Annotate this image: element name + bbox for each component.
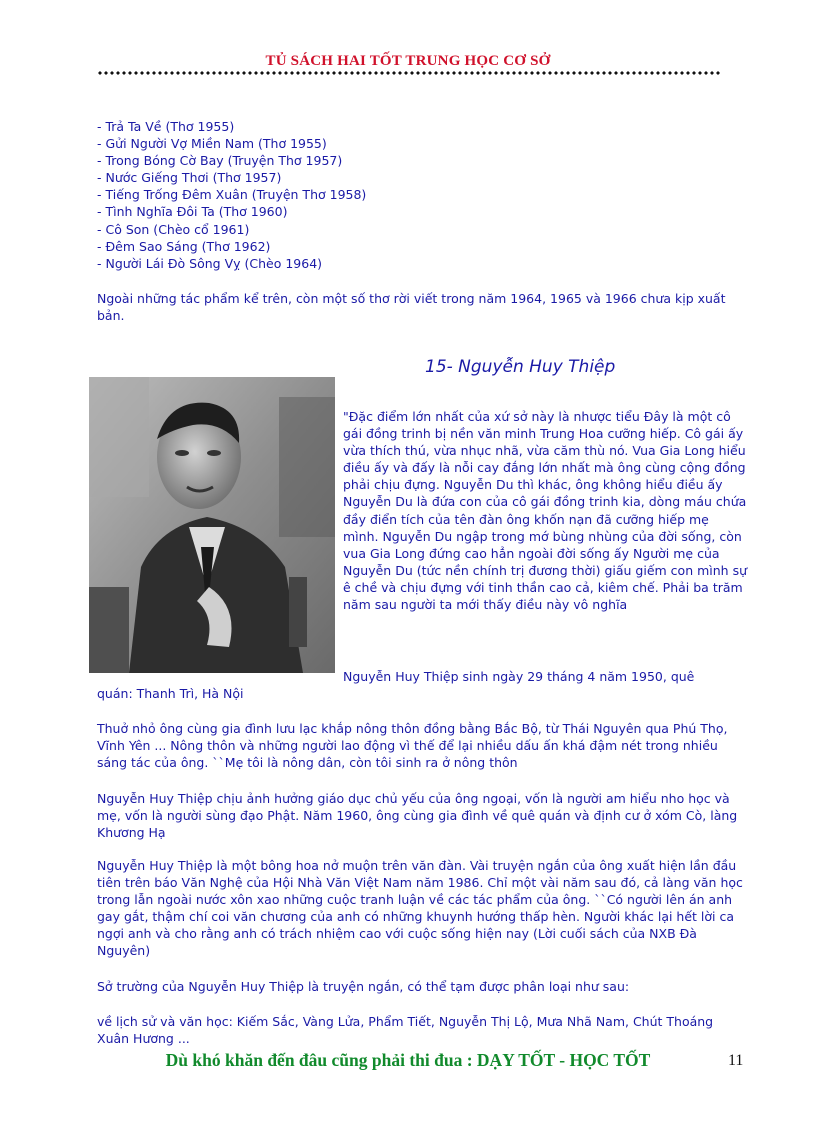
birth-lead-text: Nguyễn Huy Thiệp sinh ngày 29 tháng 4 năm 1950, quê xyxy=(343,669,695,684)
list-item: - Trong Bóng Cờ Bay (Truyện Thơ 1957) xyxy=(97,153,343,169)
other-works-paragraph: Ngoài những tác phẩm kể trên, còn một số thơ rời viết trong năm 1964, 1965 và 1966 chưa kịp xuất bản. xyxy=(97,291,726,323)
list-item: - Nước Giếng Thơi (Thơ 1957) xyxy=(97,170,282,186)
list-item: - Gửi Người Vợ Miền Nam (Thơ 1955) xyxy=(97,136,327,152)
works-list xyxy=(97,118,366,272)
list-item: - Tình Nghĩa Đôi Ta (Thơ 1960) xyxy=(97,204,288,220)
header-dotted-rule xyxy=(97,70,721,76)
list-item: - Cô Son (Chèo cổ 1961) xyxy=(97,221,250,237)
career-paragraph: Nguyễn Huy Thiệp là một bông hoa nở muộn trên văn đàn. Vài truyện ngắn của ông xuất hiện lần đầu tiên trên báo Văn Nghệ của Hội Nhà Văn Việt Nam năm 1986. Chỉ một vài năm sau đó, cả làng văn học trong lẫn ngoài nước xôn xao những cuộc tranh luận về các tác phẩm của ông. ``Có người lên án anh gay gắt, thậm chí coi văn chương của anh có những khuynh hướng thấp hèn. Người khác lại hết lời ca ngợi anh và cho rằng anh có trách nhiệm cao với cuộc sống hiện nay (Lời cuối sách của NXB Đà Nguyên) xyxy=(97,858,743,958)
list-item: - Đêm Sao Sáng (Thơ 1962) xyxy=(97,238,271,254)
childhood-paragraph: Thuở nhỏ ông cùng gia đình lưu lạc khắp nông thôn đồng bằng Bắc Bộ, từ Thái Nguyên qua Phú Thọ, Vĩnh Yên ... Nông thôn và những người lao động vì thế để lại nhiều dấu ấn khá đậm nét trong nhiều sáng tác của ông. ``Mẹ tôi là nông dân, còn tôi sinh ra ở nông thôn xyxy=(97,721,728,770)
list-item: - Tiếng Trống Đêm Xuân (Truyện Thơ 1958) xyxy=(97,187,367,203)
list-item: - Người Lái Đò Sông Vỵ (Chèo 1964) xyxy=(97,255,323,271)
quote-paragraph: "Đặc điểm lớn nhất của xứ sở này là nhược tiểu Đây là một cô gái đồng trinh bị nền văn minh Trung Hoa cưỡng hiếp. Cô gái ấy vừa thích thú, vừa nhục nhã, vừa căm thù nó. Vua Gia Long hiểu điều ấy và đấy là nỗi cay đắng lớn nhất mà ông cùng cộng đồng phải chịu đựng. Nguyễn Du thì khác, ông không hiểu điều ấy Nguyễn Du là đứa con của cô gái đồng trinh kia, dòng máu chứa đầy điển tích của tên đàn ông khốn nạn đã cưỡng hiếp mẹ mình. Nguyễn Du ngập trong mớ bùng nhùng của đời sống, còn vua Gia Long đứng cao hẳn ngoài đời sống ấy Người mẹ của Nguyễn Du (tức nền chính trị đương thời) giấu giếm con mình sự ê chề và chịu đựng với tinh thần cao cả, kiêm chế. Phải ba trăm năm sau người ta mới thấy điều này vô nghĩa xyxy=(343,409,747,613)
footer-motto: Dù khó khăn đến đâu cũng phải thi đua : DẠY TỐT - HỌC TỐT xyxy=(165,1050,651,1070)
section-title: 15- Nguyễn Huy Thiệp xyxy=(425,357,616,377)
page-number: 11 xyxy=(728,1052,744,1069)
influence-paragraph: Nguyễn Huy Thiệp chịu ảnh hưởng giáo dục chủ yếu của ông ngoại, vốn là người am hiểu nho học và mẹ, vốn là người sùng đạo Phật. Năm 1960, ông cùng gia đình về quê quán và định cư ở xóm Cò, làng Khương Hạ xyxy=(97,791,738,840)
birth-paragraph xyxy=(97,668,747,702)
list-item: - Trả Ta Về (Thơ 1955) xyxy=(97,119,235,134)
author-portrait-photo xyxy=(89,377,335,673)
strength-paragraph: Sở trường của Nguyễn Huy Thiệp là truyện ngắn, có thể tạm được phân loại như sau: xyxy=(97,979,630,994)
birth-tail-text: quán: Thanh Trì, Hà Nội xyxy=(97,686,244,701)
header-title: TỦ SÁCH HAI TỐT TRUNG HỌC CƠ SỞ xyxy=(265,53,551,69)
history-paragraph: về lịch sử và văn học: Kiếm Sắc, Vàng Lửa, Phẩm Tiết, Nguyễn Thị Lộ, Mưa Nhã Nam, Chút Thoáng Xuân Hương ... xyxy=(97,1014,714,1046)
